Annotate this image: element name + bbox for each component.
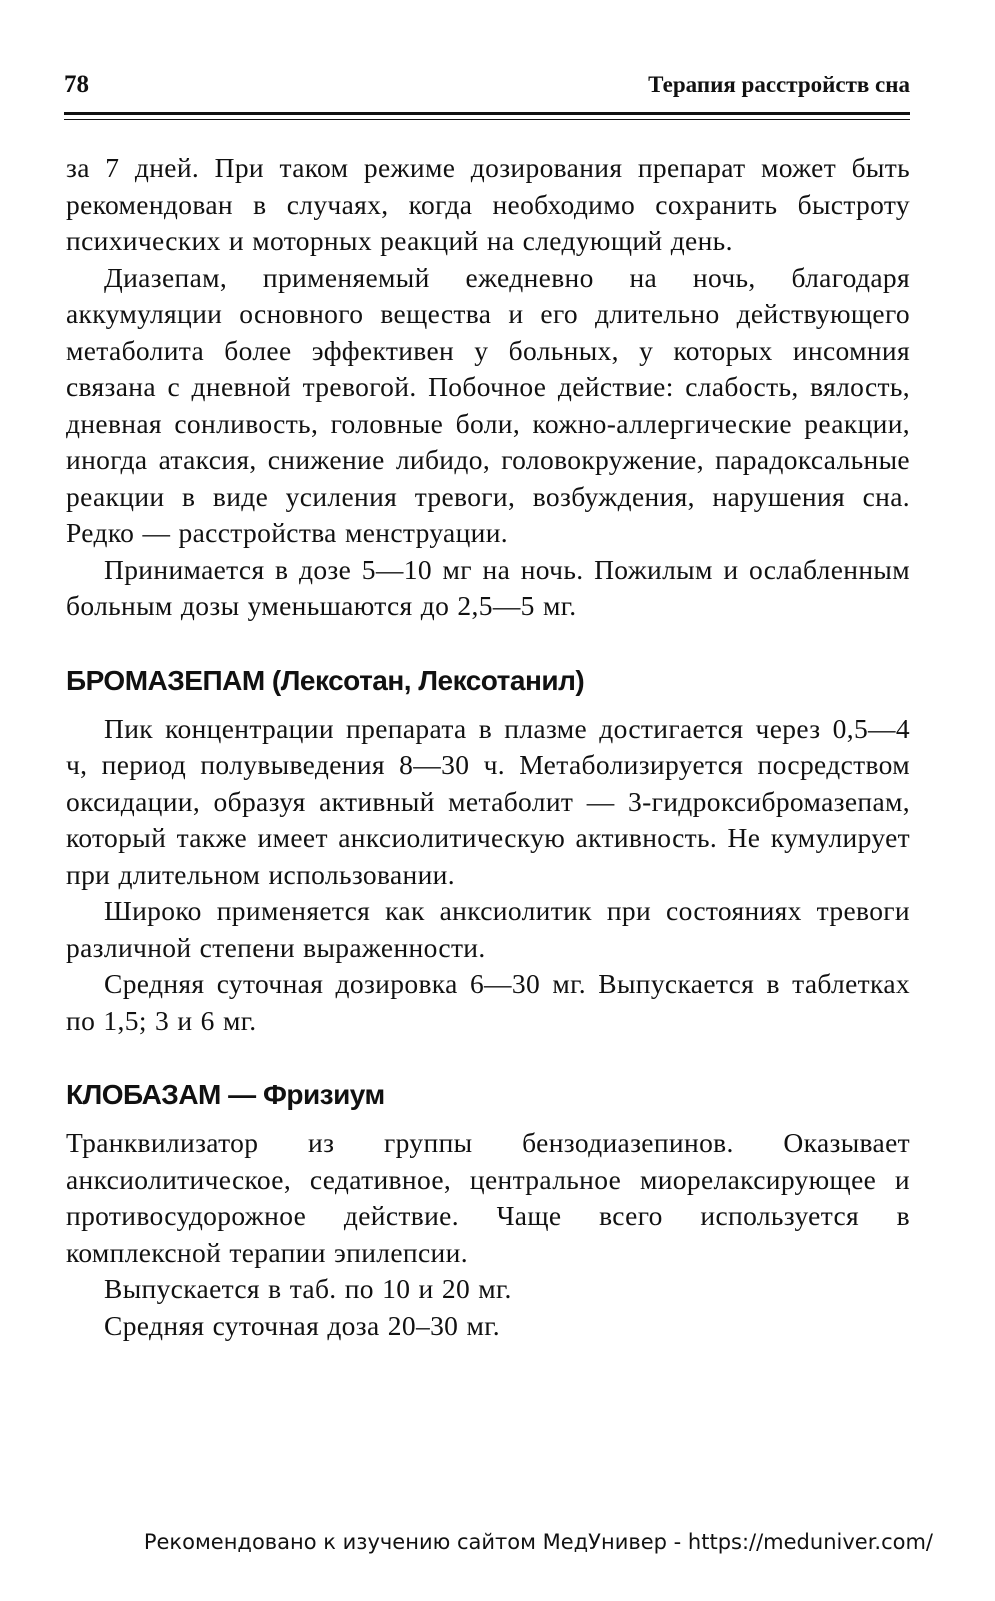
paragraph-diazepam: Диазепам, применяемый ежедневно на ночь, благодаря аккумуляции основного вещества и его длительно действующего метаболита более эффективен у больных, у которых инсомния связана с дневной тревогой. Побочное действие: слабость, вялость, дневная сонливость, головные боли, кожно-аллергические реакции, иногда атаксия, снижение либидо, головокружение, парадоксальные реакции в виде усиления тревоги, возбуждения, нарушения сна. Редко — расстройства менструации. xyxy=(66,261,910,548)
paragraph-bromazepam-pharmacokinetics: Пик концентрации препарата в плазме достигается через 0,5—4 ч, период полувыведения 8—30 ч. Метаболизируется посредством оксидации, образуя активный метаболит — 3-гидроксибромазепам, который также имеет анксиолитическую активность. Не кумулирует при длительном использовании. xyxy=(66,712,910,890)
spacer xyxy=(66,1039,910,1077)
spacer xyxy=(66,625,910,663)
spacer xyxy=(66,699,910,711)
paragraph-diazepam-dose: Принимается в дозе 5—10 мг на ночь. Пожилым и ослабленным больным дозы уменьшаются до 2,5—5 мг. xyxy=(66,553,910,621)
running-head: Терапия расстройств сна xyxy=(648,72,910,97)
spacer xyxy=(66,1113,910,1125)
paragraph-bromazepam-dose: Средняя суточная дозировка 6—30 мг. Выпускается в таблетках по 1,5; 3 и 6 мг. xyxy=(66,968,910,1036)
header-rule-thin xyxy=(64,119,910,120)
page-number: 78 xyxy=(64,71,89,98)
paragraph-clobazam-description: Транквилизатор из группы бензодиазепинов. Оказывает анксиолитическое, седативное, центральное миорелаксирующее и противосудорожное действие. Чаще всего используется в комплексной терапии эпилепсии. xyxy=(66,1127,910,1268)
paragraph-clobazam-forms: Выпускается в таб. по 10 и 20 мг. xyxy=(104,1273,512,1304)
section-heading-bromazepam: БРОМАЗЕПАМ (Лексотан, Лексотанил) xyxy=(66,664,585,696)
header-rule-thick xyxy=(64,112,910,115)
paragraph-continuation: за 7 дней. При таком режиме дозирования препарат может быть рекомендован в случаях, когда необходимо сохранить быстроту психических и моторных реакций на следующий день. xyxy=(66,152,910,256)
section-heading-clobazam: КЛОБАЗАМ — Фризиум xyxy=(66,1079,385,1110)
page-body xyxy=(66,150,910,1344)
page-header xyxy=(64,70,910,100)
footer-watermark-note: Рекомендовано к изучению сайтом МедУнивер - https://meduniver.com/ xyxy=(143,1530,933,1554)
paragraph-bromazepam-use: Широко применяется как анксиолитик при состояниях тревоги различной степени выраженности. xyxy=(66,895,910,963)
paragraph-clobazam-dose: Средняя суточная доза 20–30 мг. xyxy=(104,1309,500,1341)
